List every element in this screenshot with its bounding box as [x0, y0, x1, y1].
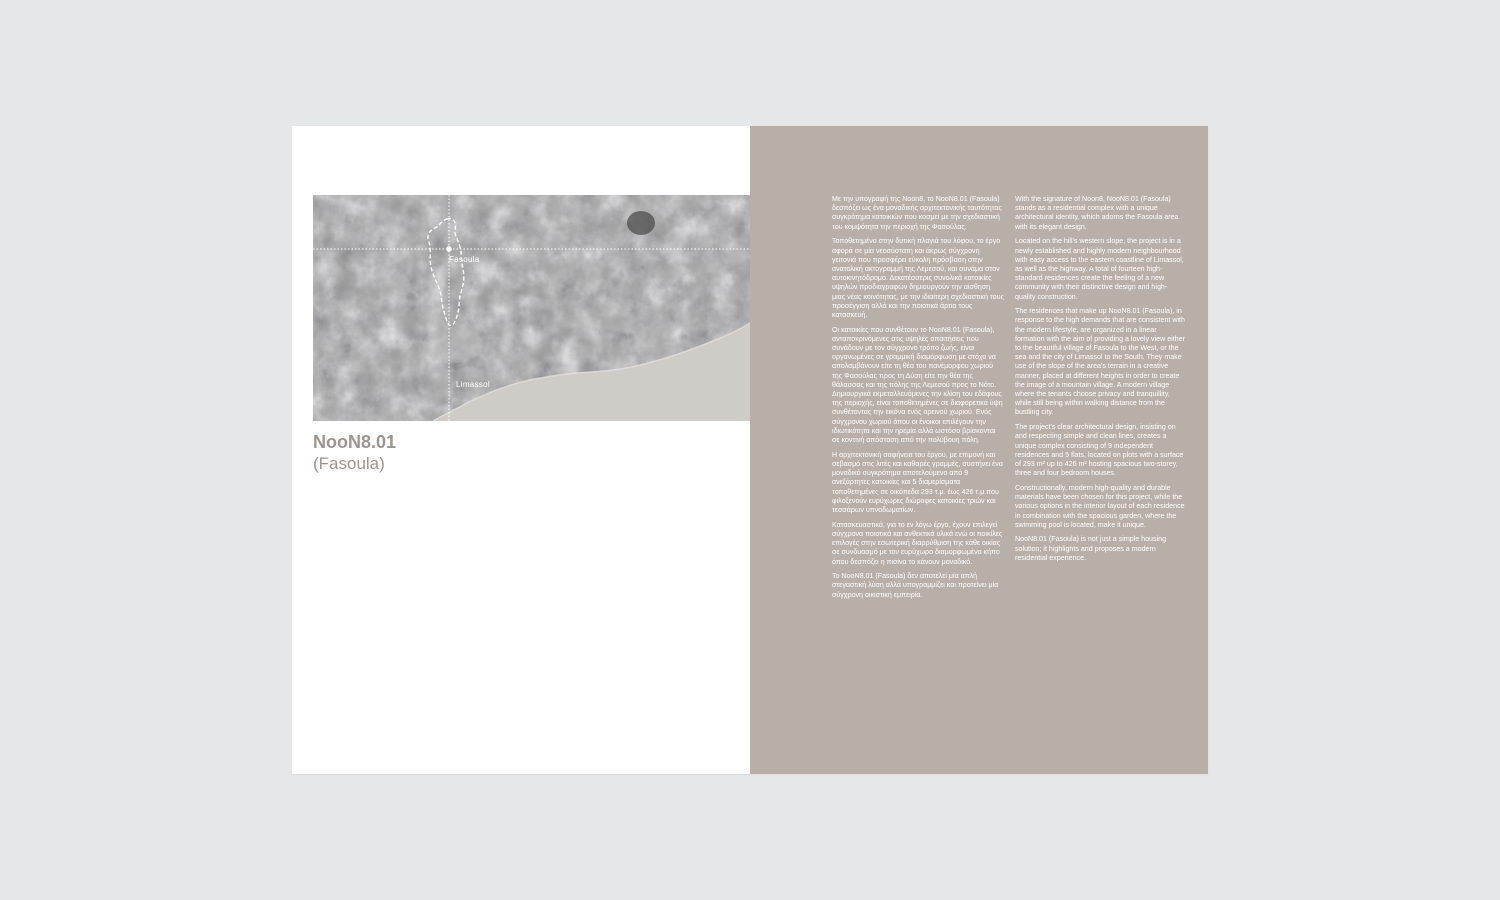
greek-paragraph: Με την υπογραφή της Noon8, το NooN8.01 (Fasoula) δεσπόζει ως ένα μοναδικής αρχιτεκτονικής ταυτότητας συγκρότημα κατοικιών που κοσμεί με την σχεδιαστική του κομψότητα την περιοχή της Φασούλας. — [832, 195, 1002, 231]
english-paragraph: With the signature of Noon8, NooN8.01 (Fasoula) stands as a residential complex with a unique architectural identity, which adorns the Fasoula area with its elegant design. — [1015, 195, 1179, 231]
map-graphic — [313, 195, 750, 421]
english-paragraph: The project's clear architectural design, insisting on and respecting simple and clean lines, creates a unique complex consisting of 9 independent residences and 5 flats, located on plots with a surface of 293 m² up to 426 m² hosting spacious two-storey, three and four bedroom houses. — [1015, 423, 1184, 478]
project-title: NooN8.01 — [313, 432, 397, 452]
greek-paragraph: Το NooN8.01 (Fasoula) δεν αποτελεί μία απλή στεγαστική λύση αλλά υπογραμμίζει και προτείνει μία σύγχρονη οικιστική εμπειρία. — [832, 572, 999, 599]
english-paragraph: Constructionally, modern high-quality and durable materials have been chosen for this project, while the various options in the interior layout of each residence in combination with the spacious garden, where the swimming pool is located, make it unique. — [1015, 483, 1185, 529]
english-text-column — [1015, 195, 1185, 569]
greek-paragraph: Η αρχιτεκτονική σαφήνεια του έργου, με επιμονή και σεβασμό στις λιτές και καθαρές γραμμές, συστήνει ένα μοναδικό συγκρότημα αποτελούμενο από 9 ανεξάρτητες κατοικίες και 5 διαμερίσματα τοποθετημένες σε οικόπεδα 293 τ.μ. έως 426 τ.μ.που φιλοξενούν ευρύχωρες διώροφες κατοικίες τριών και τεσσάρων υπνοδωματίων. — [832, 450, 1003, 514]
left-page — [292, 126, 750, 774]
greek-text-column — [832, 195, 1004, 605]
greek-paragraph: Τοποθετημένο στην δυτική πλαγιά του λόφου, το έργο αφορά σε μία νεοσύστατη και άκρως σύγχρονη γειτονιά που προσφέρει εύκολη πρόσβαση στην ανατολική ακτογραμμή της Λεμεσού, και συνάμα στον αυτοκινητόδρομο. Δεκατέσσερις συνολικά κατοικίες υψηλών προδιαγραφών δημιουργούν την αίσθηση μιας νέας κοινότητας, με την ιδιαίτερη σχεδιαστική τους προσέγγιση αλλά και την ποιοτικά άρτια τους κατασκευή. — [832, 237, 1004, 319]
brochure-spread — [292, 126, 1208, 774]
project-subtitle: (Fasoula) — [313, 454, 385, 473]
english-paragraph: Located on the hill's western slope, the project is in a newly established and highly modern neighbourhood with easy access to the eastern coastline of Limassol, as well as the highway. A total of fourteen high-standard residences create the feeling of a new community with their distinctive design and high-quality construction. — [1015, 237, 1184, 301]
map-label-fasoula: Fasoula — [449, 255, 480, 264]
fasoula-marker-icon — [446, 246, 452, 252]
english-paragraph: The residences that make up NooN8.01 (Fasoula), in response to the high demands that are consistent with the modern lifestyle, are organized in a linear formation with the aim of providing a lovely view either to the beautiful village of Fasoula to the West, or the sea and the city of Limassol to the South. They make use of the slope of the area's terrain in a creative manner, placed at different heights in order to create the image of a mountain village. A modern village where the tenants choose privacy and tranquillity, while still being within walking distance from the bustling city. — [1015, 307, 1185, 417]
map-label-limassol: Limassol — [456, 380, 490, 389]
english-paragraph: NooN8.01 (Fasoula) is not just a simple housing solution; it highlights and proposes a modern residential experience. — [1015, 535, 1167, 562]
greek-paragraph: Κατασκευαστικά, για το εν λόγω έργο, έχουν επιλεγεί σύγχρονα ποιοτικά και ανθεκτικά υλικά ενώ οι ποικίλες επιλογές στην εσωτερική διαρρύθμιση της κάθε οικίας σε συνδυασμό με τον ευρύχωρο διαμορφωμένο κήπο όπου δεσπόζει η πισίνα το κάνουν μοναδικό. — [832, 520, 1003, 566]
satellite-map — [313, 195, 750, 421]
greek-paragraph: Οι κατοικίες που συνθέτουν το NooN8.01 (Fasoula), ανταποκρινόμενες στις υψηλές απαιτήσεις που συνάδουν με τον σύγχρονο τρόπο ζωής, είναι οργανωμένες σε γραμμική διαμόρφωση με στόχο να απολαμβάνουν είτε τη θέα του πανέμορφου χωριού της Φασούλας προς τη Δύση είτε την θέα της θάλασσας και της πόλης της Λεμεσού προς το Νότο. Δημιουργικά εκμεταλλευόμενες την κλίση του εδάφους της περιοχής, είναι τοποθετημένες σε διαφορετικά ύψη συνθέτοντας την εικόνα ενός ορεινού χωριού. Ενός σύγχρονου χωριού όπου οι ένοικοι επιλέγουν την ιδιωτικότητα και την ηρεμία αλλά ωστόσο βρίσκονται σε κοντινή απόσταση από την πολύβουη πόλη. — [832, 325, 1003, 445]
right-page — [750, 126, 1208, 774]
